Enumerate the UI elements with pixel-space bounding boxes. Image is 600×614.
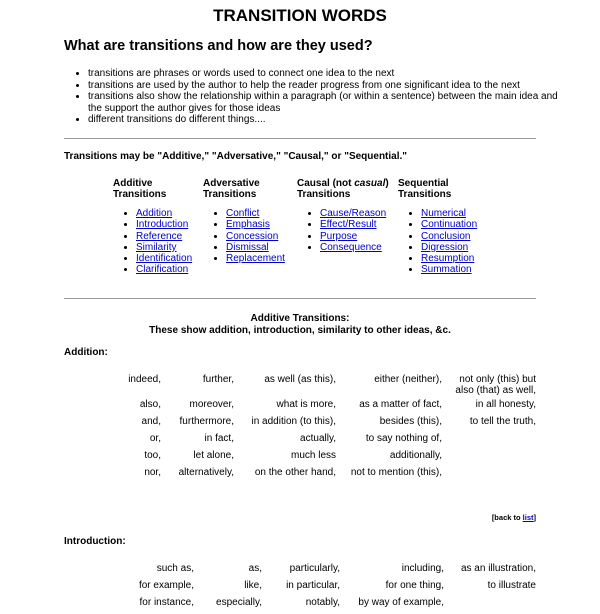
link-numerical[interactable]: Numerical <box>421 208 467 219</box>
table-cell: too, <box>144 450 161 461</box>
table-row <box>108 580 536 597</box>
table-cell <box>442 433 536 450</box>
table-cell: such as, <box>156 563 194 574</box>
table-cell: as a matter of fact, <box>359 399 442 410</box>
section-subtitle: What are transitions and how are they used? <box>64 38 373 54</box>
back-to-list: [back to list] <box>491 513 536 522</box>
table-cell: furthermore, <box>179 416 234 427</box>
list-item: • different transitions do different things.... <box>88 114 564 126</box>
table-row <box>108 399 536 416</box>
table-cell: indeed, <box>128 374 161 385</box>
table-cell: as well (as this), <box>264 374 336 385</box>
addition-label: Addition: <box>64 347 108 358</box>
table-row <box>108 433 536 450</box>
table-cell: including, <box>401 563 444 574</box>
link-introduction[interactable]: Introduction <box>136 219 189 231</box>
table-cell <box>442 467 536 484</box>
table-cell: especially, <box>216 597 262 608</box>
table-row <box>108 416 536 433</box>
table-cell: notably, <box>305 597 340 608</box>
table-row <box>108 563 536 580</box>
divider <box>64 138 536 139</box>
category-heading: Sequential Transitions <box>398 178 452 200</box>
category-sequential <box>398 178 477 276</box>
category-heading: Adversative Transitions <box>203 178 260 200</box>
table-row <box>108 374 536 399</box>
table-cell: also, <box>139 399 161 410</box>
addition-words-table <box>108 374 536 484</box>
table-cell: in all honesty, <box>475 399 536 410</box>
table-row <box>108 467 536 484</box>
link-concession[interactable]: Concession <box>226 230 279 242</box>
category-link-list <box>203 208 285 264</box>
link-consequence[interactable]: Consequence <box>320 241 382 253</box>
link-reference[interactable]: Reference <box>136 230 183 242</box>
link-purpose[interactable]: Purpose <box>320 230 358 242</box>
table-cell: for instance, <box>139 597 194 608</box>
link-effect-result[interactable]: Effect/Result <box>320 219 377 231</box>
category-link-list <box>113 208 192 276</box>
table-cell: in addition (to this), <box>251 416 336 427</box>
link-identification[interactable]: Identification <box>136 253 193 265</box>
table-cell: additionally, <box>389 450 442 461</box>
table-cell: not to mention (this), <box>350 467 442 478</box>
table-row <box>108 450 536 467</box>
link-emphasis[interactable]: Emphasis <box>226 219 270 231</box>
table-cell: like, <box>244 580 262 591</box>
table-cell: nor, <box>144 467 161 478</box>
link-conflict[interactable]: Conflict <box>226 208 260 219</box>
table-cell: to say nothing of, <box>365 433 442 444</box>
divider <box>64 298 536 299</box>
table-cell: actually, <box>300 433 336 444</box>
back-to-list-link[interactable]: list <box>522 513 534 522</box>
additive-section-heading: Additive Transitions: These show addition, introduction, similarity to other ideas, &c. <box>149 313 451 336</box>
category-heading: Causal (not casual) Transitions <box>297 178 389 200</box>
table-cell: further, <box>202 374 234 385</box>
link-clarification[interactable]: Clarification <box>136 264 189 276</box>
list-item: • transitions also show the relationship within a paragraph (or within a sentence) between the main idea and the support the author gives for those ideas <box>88 91 564 114</box>
link-continuation[interactable]: Continuation <box>421 219 478 231</box>
table-cell: particularly, <box>289 563 340 574</box>
table-cell: on the other hand, <box>254 467 336 478</box>
table-cell: much less <box>290 450 336 461</box>
table-cell: let alone, <box>193 450 234 461</box>
table-cell: or, <box>149 433 161 444</box>
list-item: • transitions are used by the author to help the reader progress from one significant idea to the next <box>88 80 564 92</box>
link-summation[interactable]: Summation <box>421 264 472 276</box>
link-digression[interactable]: Digression <box>421 241 469 253</box>
page-title: TRANSITION WORDS <box>213 6 387 25</box>
link-dismissal[interactable]: Dismissal <box>226 241 269 253</box>
table-cell: in particular, <box>286 580 340 591</box>
table-cell: either (neither), <box>374 374 442 385</box>
link-cause-reason[interactable]: Cause/Reason <box>320 208 387 219</box>
table-cell: besides (this), <box>379 416 442 427</box>
link-replacement[interactable]: Replacement <box>226 253 285 265</box>
category-causal <box>297 178 389 253</box>
category-heading: Additive Transitions <box>113 178 167 200</box>
list-item: • transitions are phrases or words used to connect one idea to the next <box>88 68 564 80</box>
table-cell: by way of example, <box>358 597 444 608</box>
table-cell: in fact, <box>204 433 234 444</box>
table-cell: alternatively, <box>178 467 234 478</box>
table-cell: to tell the truth, <box>469 416 536 427</box>
table-cell: to illustrate <box>487 580 536 591</box>
table-cell: for one thing, <box>385 580 444 591</box>
table-cell: what is more, <box>276 399 336 410</box>
table-cell: for example, <box>138 580 194 591</box>
link-similarity[interactable]: Similarity <box>136 241 177 253</box>
link-resumption[interactable]: Resumption <box>421 253 475 265</box>
table-cell: moreover, <box>189 399 234 410</box>
table-cell: as an illustration, <box>460 563 536 574</box>
category-additive <box>113 178 192 276</box>
table-cell: as, <box>248 563 262 574</box>
link-addition[interactable]: Addition <box>136 208 173 219</box>
intro-bullet-list <box>64 68 564 126</box>
link-conclusion[interactable]: Conclusion <box>421 230 471 242</box>
category-adversative <box>203 178 285 264</box>
table-cell <box>442 450 536 467</box>
category-link-list <box>398 208 477 276</box>
category-link-list <box>297 208 389 253</box>
table-cell: and, <box>141 416 161 427</box>
table-cell: not only (this) but also (that) as well, <box>455 374 536 396</box>
introduction-words-table <box>108 563 536 614</box>
introduction-label: Introduction: <box>64 536 126 547</box>
transition-types-line: Transitions may be "Additive," "Adversative," "Causal," or "Sequential." <box>64 151 408 162</box>
